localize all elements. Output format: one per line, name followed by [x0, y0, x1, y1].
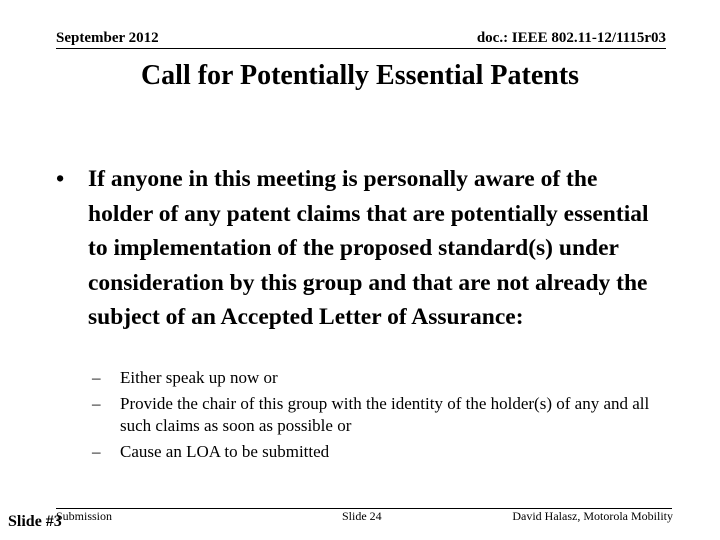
sub-bullet-item: [92, 393, 662, 437]
header-doc-id: doc.: IEEE 802.11-12/1115r03: [476, 30, 666, 46]
sub-bullet-item: [92, 441, 662, 463]
dash-icon: –: [92, 442, 101, 461]
sub-bullet-item: [92, 367, 662, 389]
footer-submission: Submission: [56, 509, 113, 523]
bullet-dot-icon: •: [56, 166, 65, 192]
sub-bullet-text: Cause an LOA to be submitted: [120, 442, 330, 461]
header-date: September 2012: [56, 30, 159, 46]
footer-author: David Halasz, Motorola Mobility: [512, 509, 673, 523]
dash-icon: –: [92, 368, 101, 387]
main-bullet: [56, 162, 666, 335]
dash-icon: –: [92, 394, 101, 413]
sub-bullet-text: Either speak up now or: [120, 368, 278, 387]
sub-bullet-text: Provide the chair of this group with the identity of the holder(s) of any and all such claims as soon as possible or: [120, 394, 650, 435]
main-bullet-text: If anyone in this meeting is personally aware of the holder of any patent claims that are potentially essential to implementation of the proposed standard(s) under consideration by this group and that are not already the subject of an Accepted Letter of Assurance:: [88, 166, 649, 331]
footer-slide-number: Slide #3: [8, 513, 62, 530]
slide-title: Call for Potentially Essential Patents: [140, 60, 580, 91]
header-divider: [56, 48, 666, 49]
sub-bullet-list: [92, 367, 662, 467]
footer-slide-label: Slide 24: [342, 509, 382, 523]
